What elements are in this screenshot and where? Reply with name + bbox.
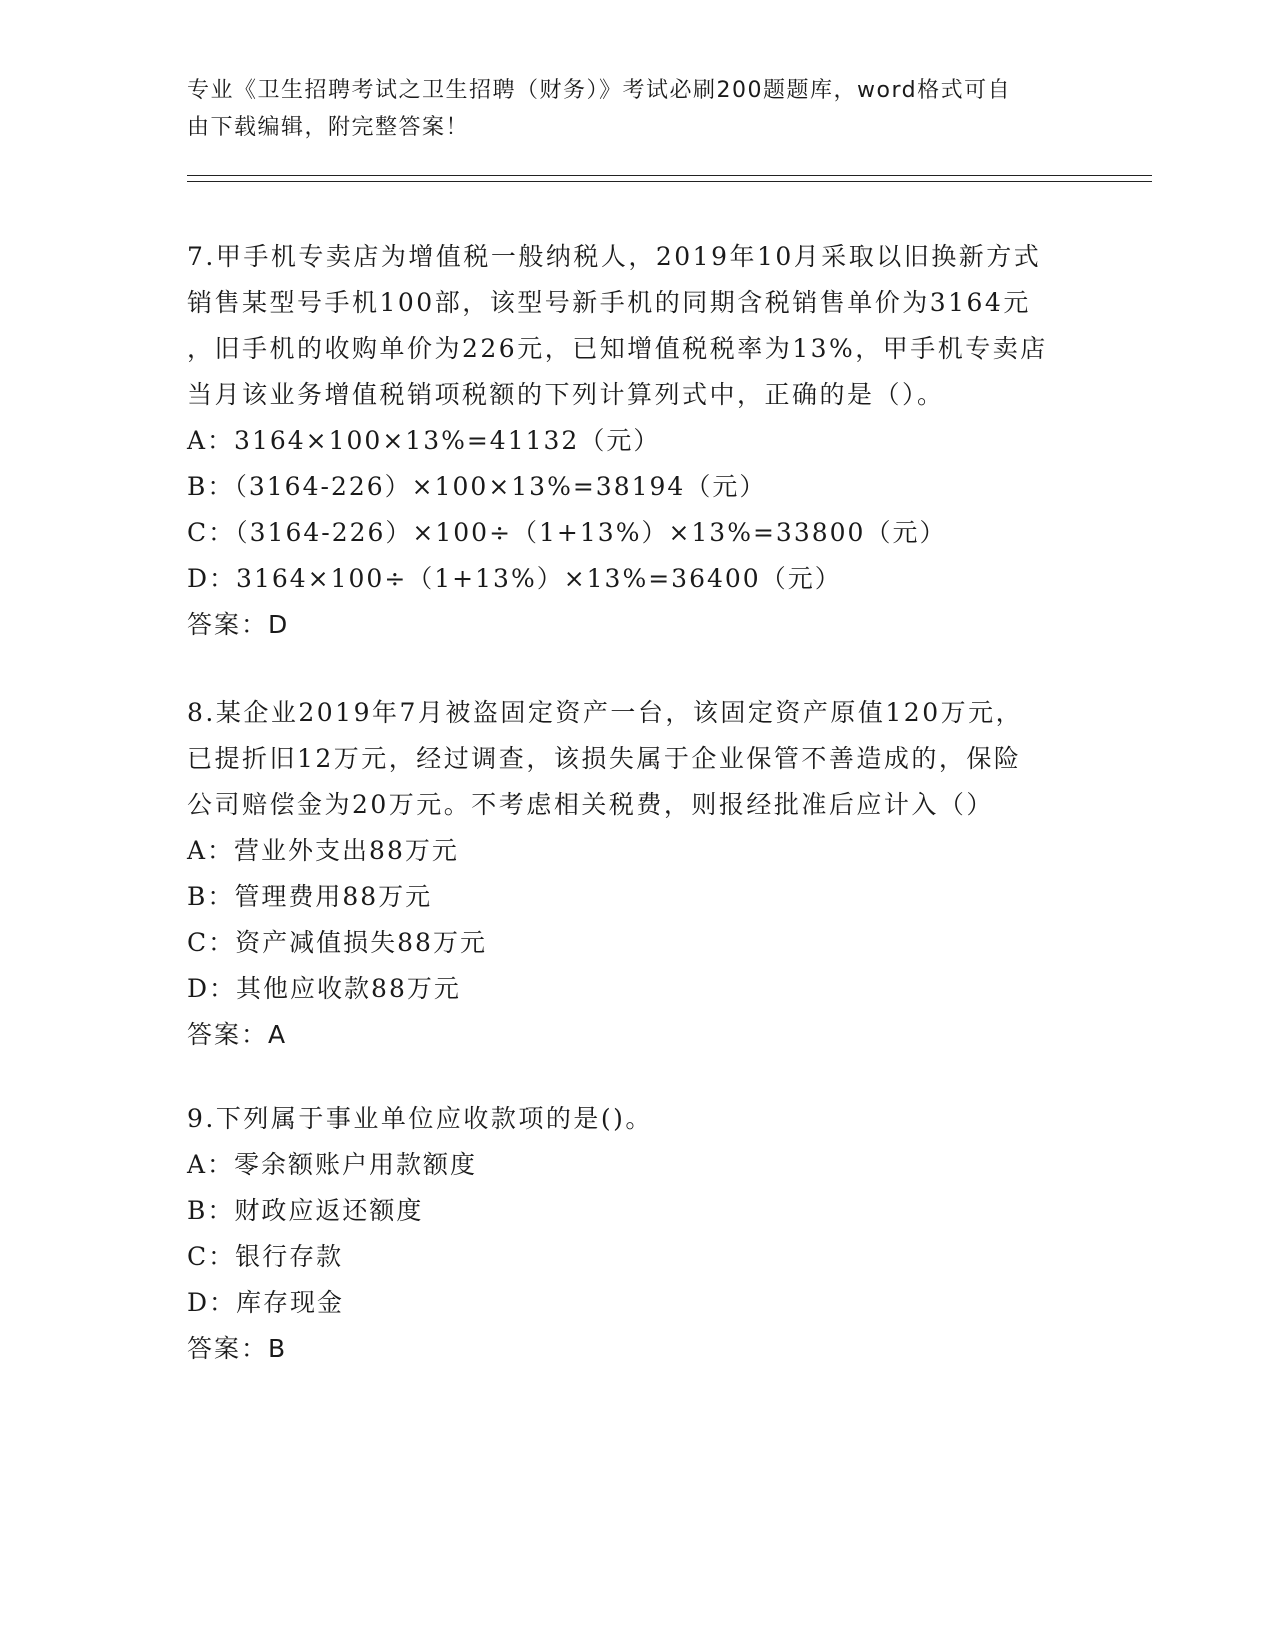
question-stem-line: 7.甲手机专卖店为增值税一般纳税人，2019年10月采取以旧换新方式 [187, 242, 1042, 271]
answer-line: 答案：A [187, 1020, 288, 1049]
question-stem-line: 9.下列属于事业单位应收款项的是()。 [187, 1104, 653, 1133]
question-9 [187, 1096, 1087, 1372]
option-c: C：资产减值损失88万元 [187, 928, 487, 957]
option-d: D：3164×100÷（1+13%）×13%=36400（元） [187, 564, 842, 593]
option-a: A：营业外支出88万元 [187, 836, 459, 865]
answer-line: 答案：D [187, 610, 290, 639]
option-d: D：库存现金 [187, 1288, 345, 1317]
option-b: B：财政应返还额度 [187, 1196, 424, 1225]
header-line-2: 由下载编辑，附完整答案！ [187, 115, 470, 140]
option-c: C：（3164-226）×100÷（1+13%）×13%=33800（元） [187, 518, 947, 547]
question-7 [187, 234, 1087, 648]
header-divider-bottom [187, 181, 1152, 182]
document-header [187, 72, 1087, 146]
option-b: B：（3164-226）×100×13%=38194（元） [187, 472, 767, 501]
question-stem-line: 当月该业务增值税销项税额的下列计算列式中，正确的是（）。 [187, 380, 945, 409]
header-line-1: 专业《卫生招聘考试之卫生招聘（财务）》考试必刷200题题库，word格式可自 [187, 78, 1012, 103]
question-stem-line: 已提折旧12万元，经过调查，该损失属于企业保管不善造成的，保险 [187, 744, 1022, 773]
option-b: B：管理费用88万元 [187, 882, 433, 911]
option-a: A：3164×100×13%=41132（元） [187, 426, 661, 455]
option-d: D：其他应收款88万元 [187, 974, 461, 1003]
option-a: A：零余额账户用款额度 [187, 1150, 478, 1179]
answer-line: 答案：B [187, 1334, 288, 1363]
question-stem-line: ，旧手机的收购单价为226元，已知增值税税率为13%，甲手机专卖店 [187, 334, 1048, 363]
question-8 [187, 690, 1087, 1058]
question-stem-line: 销售某型号手机100部，该型号新手机的同期含税销售单价为3164元 [187, 288, 1031, 317]
question-stem-line: 8.某企业2019年7月被盗固定资产一台，该固定资产原值120万元， [187, 698, 1024, 727]
header-divider-top [187, 175, 1152, 176]
question-stem-line: 公司赔偿金为20万元。不考虑相关税费，则报经批准后应计入（） [187, 790, 994, 819]
option-c: C：银行存款 [187, 1242, 344, 1271]
